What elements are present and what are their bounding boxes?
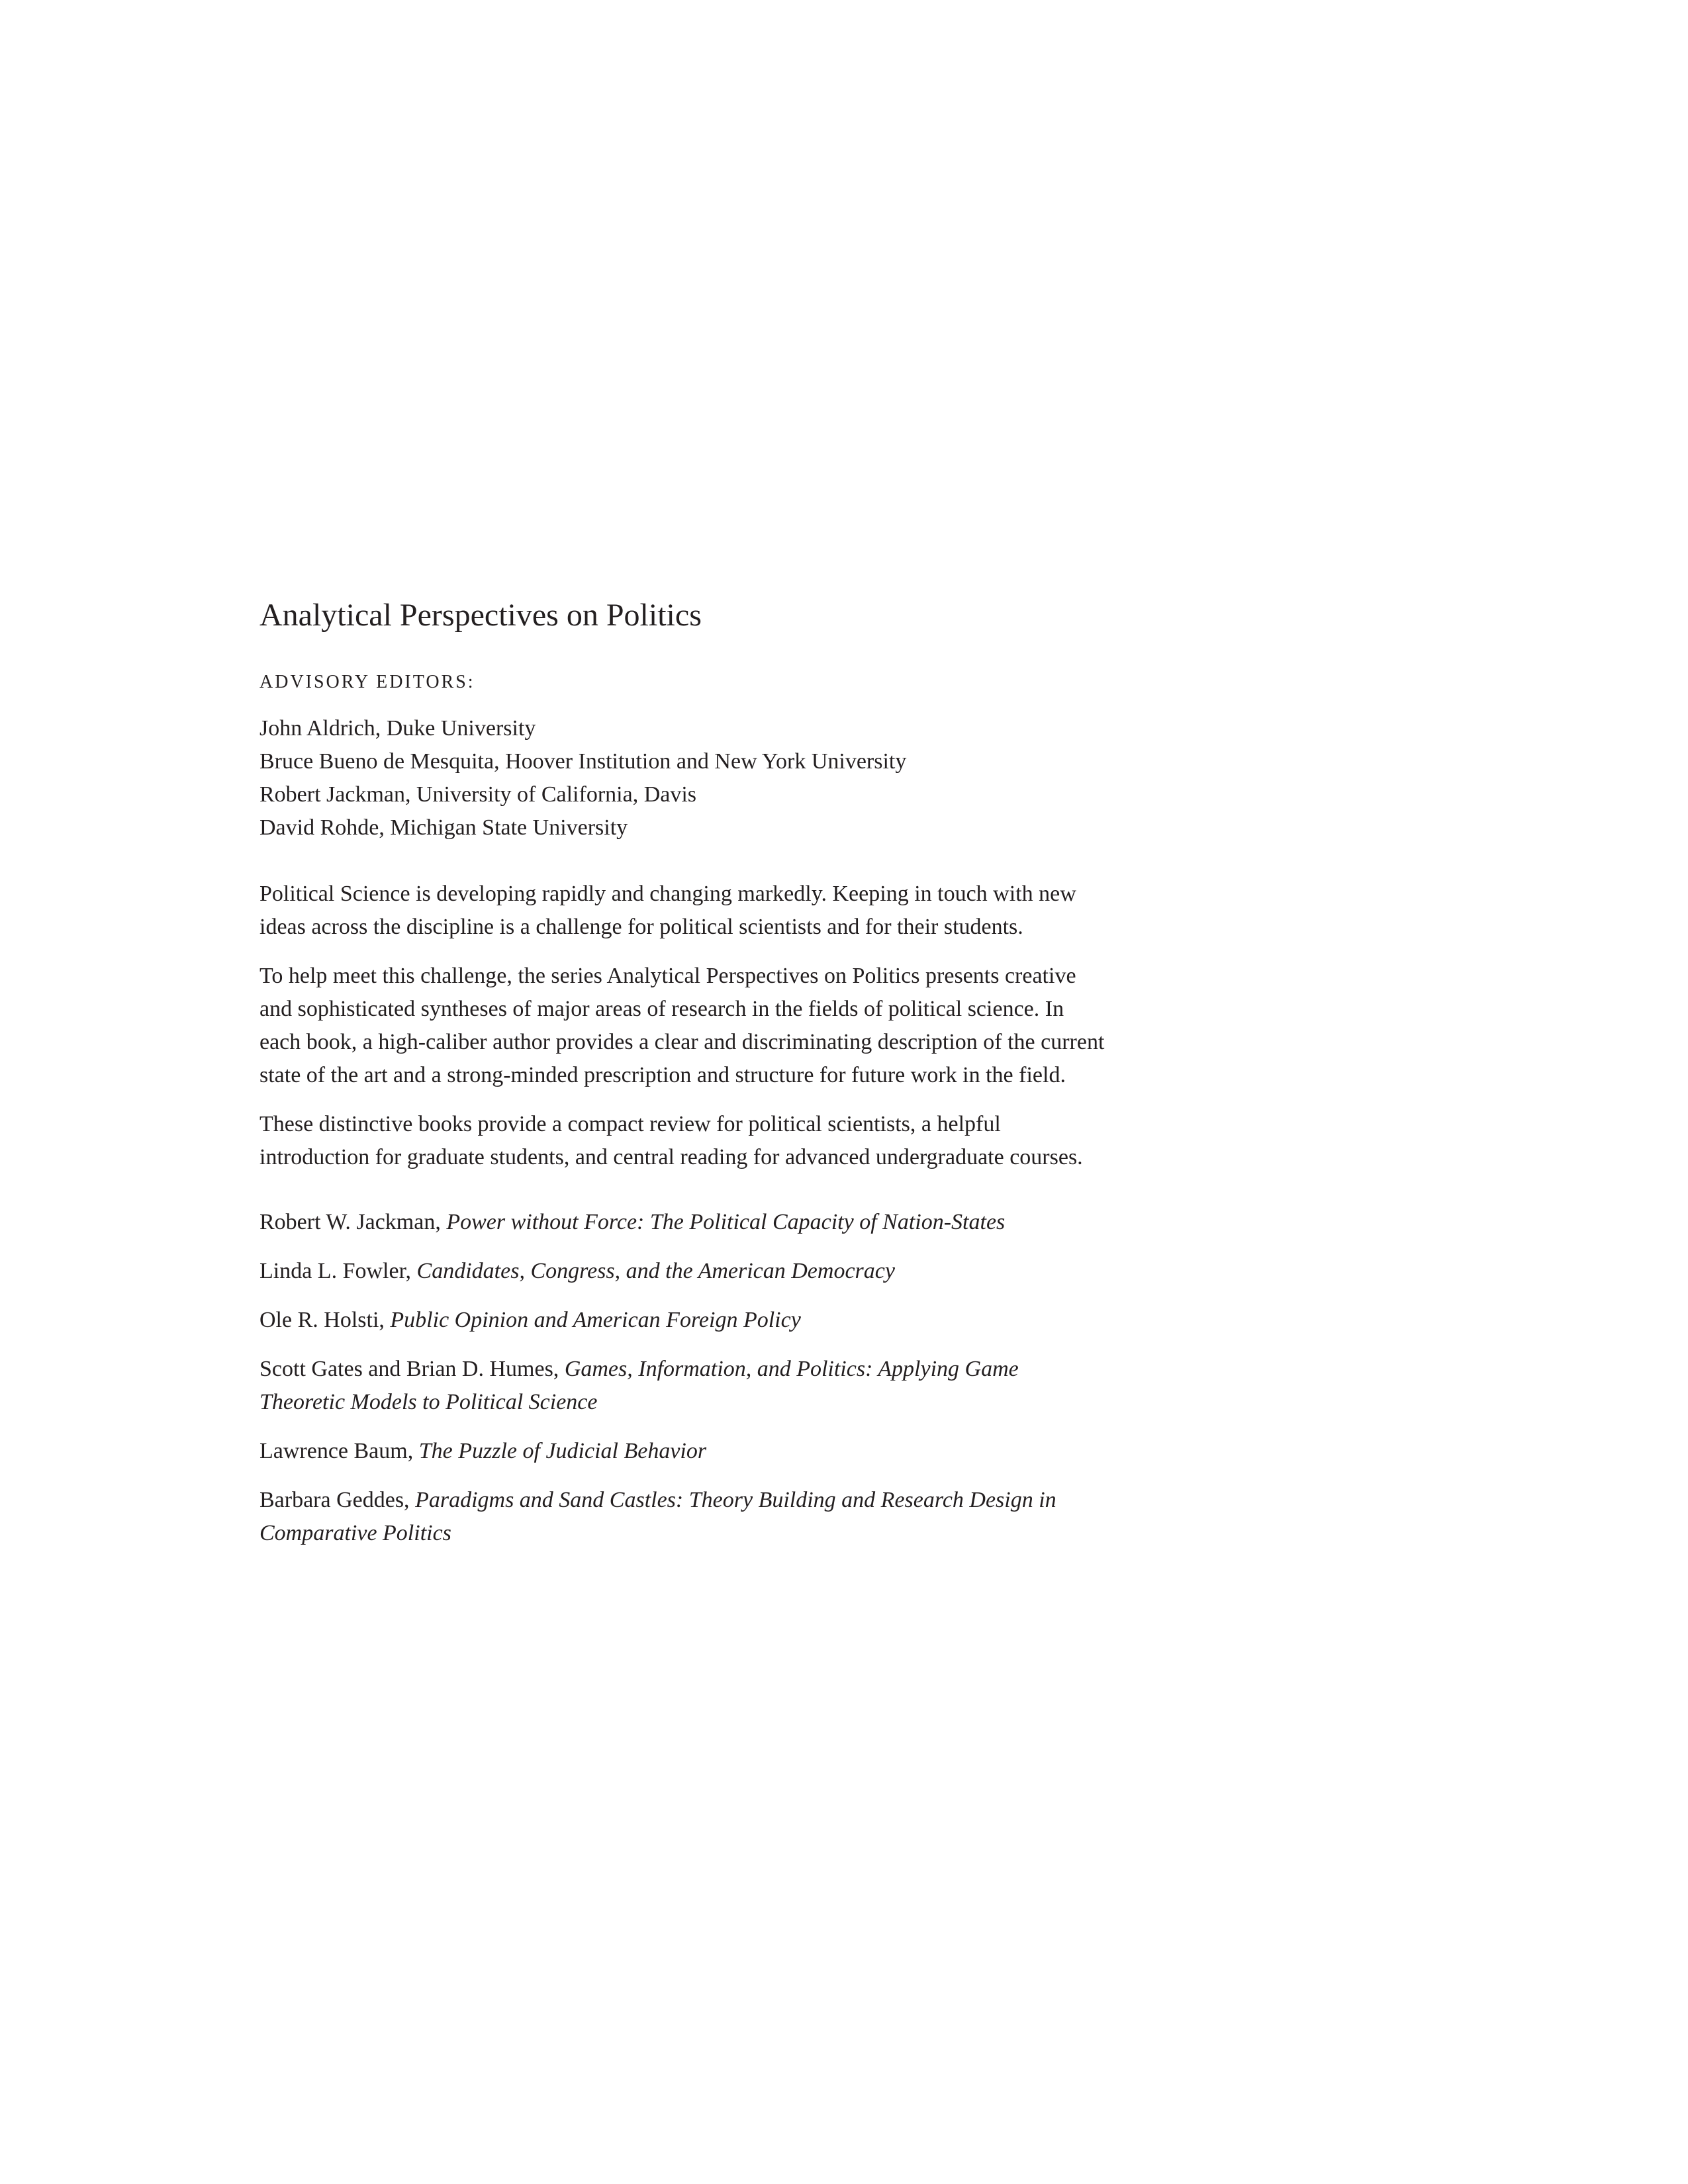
book-title: Public Opinion and American Foreign Policy: [390, 1308, 801, 1332]
description-paragraph: To help meet this challenge, the series Analytical Perspectives on Politics presents creative and sophisticated syntheses of major areas of research in the fields of political science. In each book, a high-caliber author provides a clear and discriminating description of the current state of the art and a strong-minded prescription and structure for future work in the field.: [259, 964, 1105, 1087]
book-entry: [259, 1353, 1107, 1419]
book-title: The Puzzle of Judicial Behavior: [418, 1439, 707, 1463]
series-title: Analytical Perspectives on Politics: [259, 598, 702, 633]
book-author: Lawrence Baum,: [259, 1439, 414, 1463]
book-entry: [259, 1304, 1107, 1337]
advisory-editors-heading: ADVISORY EDITORS:: [259, 672, 475, 692]
editor-item: Robert Jackman, University of California, Davis: [259, 782, 697, 807]
series-page: [259, 596, 1107, 1566]
series-description: [259, 878, 1107, 1174]
advisory-editors-list: [259, 712, 1107, 844]
book-list: [259, 1206, 1107, 1550]
book-title: Candidates, Congress, and the American Democracy: [416, 1259, 895, 1283]
editor-item: Bruce Bueno de Mesquita, Hoover Institution and New York University: [259, 749, 907, 774]
book-author: Barbara Geddes,: [259, 1488, 410, 1512]
book-author: Ole R. Holsti,: [259, 1308, 385, 1332]
book-author: Robert W. Jackman,: [259, 1210, 441, 1234]
book-entry: [259, 1484, 1107, 1550]
description-paragraph: These distinctive books provide a compact review for political scientists, a helpful introduction for graduate students, and central reading for advanced undergraduate courses.: [259, 1112, 1083, 1169]
book-entry: [259, 1206, 1107, 1239]
editor-item: David Rohde, Michigan State University: [259, 815, 628, 840]
book-author: Linda L. Fowler,: [259, 1259, 412, 1283]
book-entry: [259, 1255, 1107, 1288]
description-paragraph: Political Science is developing rapidly and changing markedly. Keeping in touch with new ideas across the discipline is a challenge for political scientists and for their students.: [259, 882, 1076, 939]
book-entry: [259, 1435, 1107, 1468]
book-title: Paradigms and Sand Castles: Theory Building and Research Design in Comparative Politics: [259, 1488, 1056, 1545]
book-author: Scott Gates and Brian D. Humes,: [259, 1357, 559, 1381]
editor-item: John Aldrich, Duke University: [259, 716, 536, 741]
book-title: Games, Information, and Politics: Applying Game Theoretic Models to Political Science: [259, 1357, 1019, 1414]
book-title: Power without Force: The Political Capacity of Nation-States: [446, 1210, 1006, 1234]
